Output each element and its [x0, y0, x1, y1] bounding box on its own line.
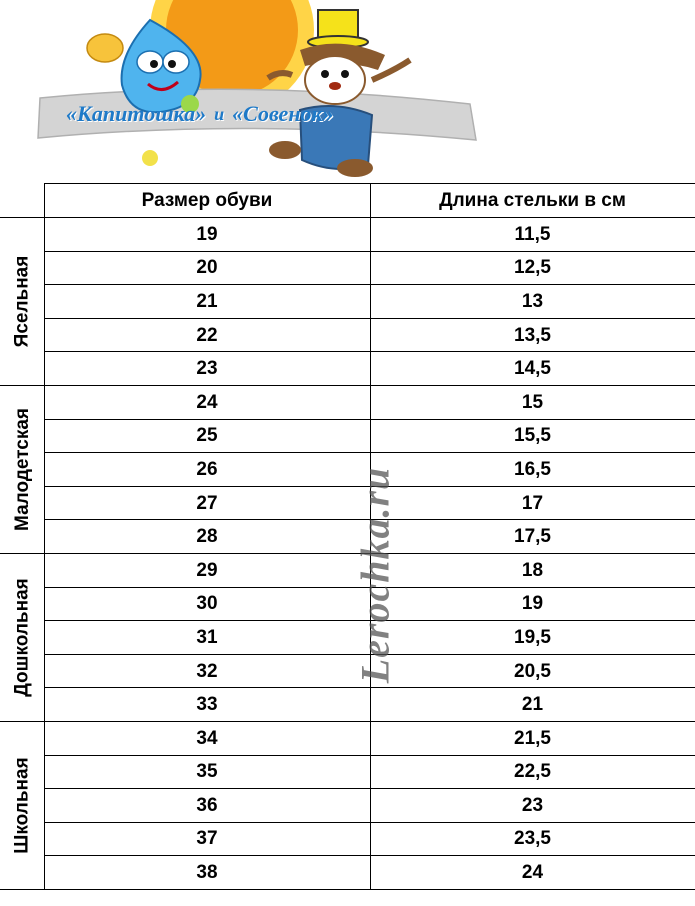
table-body — [0, 218, 695, 890]
shoe-size-cell: 23 — [44, 352, 370, 386]
shoe-size-cell: 32 — [44, 654, 370, 688]
insole-length-cell: 15,5 — [370, 419, 695, 453]
table-row — [0, 856, 695, 890]
shoe-size-table — [0, 183, 695, 890]
insole-length-cell: 13 — [370, 285, 695, 319]
table-row — [0, 285, 695, 319]
insole-length-cell: 24 — [370, 856, 695, 890]
shoe-size-cell: 19 — [44, 218, 370, 252]
header-shoe-size: Размер обуви — [44, 184, 370, 218]
droplet-character-icon — [70, 20, 201, 166]
shoe-size-cell: 27 — [44, 486, 370, 520]
table-header-row — [0, 184, 695, 218]
insole-length-cell: 21,5 — [370, 721, 695, 755]
age-group-cell — [0, 385, 44, 553]
logo-artwork — [0, 0, 695, 183]
insole-length-cell: 20,5 — [370, 654, 695, 688]
age-group-label: Дошкольная — [11, 578, 33, 697]
table-row — [0, 654, 695, 688]
shoe-size-cell: 25 — [44, 419, 370, 453]
insole-length-cell: 14,5 — [370, 352, 695, 386]
age-group-label: Малодетская — [11, 407, 33, 531]
table-row — [0, 385, 695, 419]
logo-conjunction: и — [214, 103, 225, 124]
shoe-size-cell: 24 — [44, 385, 370, 419]
table-row — [0, 352, 695, 386]
shoe-size-cell: 36 — [44, 789, 370, 823]
table-row — [0, 218, 695, 252]
age-group-label: Школьная — [11, 757, 33, 854]
table-row — [0, 520, 695, 554]
insole-length-cell: 17 — [370, 486, 695, 520]
shoe-size-cell: 33 — [44, 688, 370, 722]
insole-length-cell: 21 — [370, 688, 695, 722]
table-row — [0, 419, 695, 453]
insole-length-cell: 12,5 — [370, 251, 695, 285]
shoe-size-cell: 22 — [44, 318, 370, 352]
shoe-size-cell: 31 — [44, 621, 370, 655]
shoe-size-cell: 37 — [44, 822, 370, 856]
table-row — [0, 789, 695, 823]
insole-length-cell: 18 — [370, 553, 695, 587]
logo-title — [44, 94, 474, 134]
shoe-size-cell: 28 — [44, 520, 370, 554]
shoe-size-cell: 35 — [44, 755, 370, 789]
table-row — [0, 621, 695, 655]
table-row — [0, 318, 695, 352]
shoe-size-cell: 38 — [44, 856, 370, 890]
age-group-cell — [0, 218, 44, 386]
insole-length-cell: 23,5 — [370, 822, 695, 856]
insole-length-cell: 16,5 — [370, 453, 695, 487]
logo-name-part1: «Капитошка» — [66, 101, 207, 126]
age-group-label: Ясельная — [11, 255, 33, 348]
table-row — [0, 553, 695, 587]
table-row — [0, 755, 695, 789]
insole-length-cell: 19 — [370, 587, 695, 621]
table-row — [0, 822, 695, 856]
brand-logo — [0, 0, 695, 183]
insole-length-cell: 23 — [370, 789, 695, 823]
shoe-size-cell: 34 — [44, 721, 370, 755]
age-group-cell — [0, 553, 44, 721]
shoe-size-cell: 29 — [44, 553, 370, 587]
shoe-size-cell: 21 — [44, 285, 370, 319]
shoe-size-cell: 30 — [44, 587, 370, 621]
insole-length-cell: 11,5 — [370, 218, 695, 252]
header-insole-length: Длина стельки в см — [370, 184, 695, 218]
insole-length-cell: 19,5 — [370, 621, 695, 655]
age-group-cell — [0, 721, 44, 889]
insole-length-cell: 22,5 — [370, 755, 695, 789]
table-row — [0, 721, 695, 755]
insole-length-cell: 13,5 — [370, 318, 695, 352]
table-row — [0, 251, 695, 285]
table-row — [0, 688, 695, 722]
table-row — [0, 587, 695, 621]
watermark: Lerochka.ru — [352, 466, 398, 684]
insole-length-cell: 15 — [370, 385, 695, 419]
table-row — [0, 486, 695, 520]
insole-length-cell: 17,5 — [370, 520, 695, 554]
shoe-size-cell: 26 — [44, 453, 370, 487]
header-corner-cell — [0, 184, 44, 218]
logo-name-part2: «Совенок» — [232, 101, 334, 126]
shoe-size-cell: 20 — [44, 251, 370, 285]
table-row — [0, 453, 695, 487]
